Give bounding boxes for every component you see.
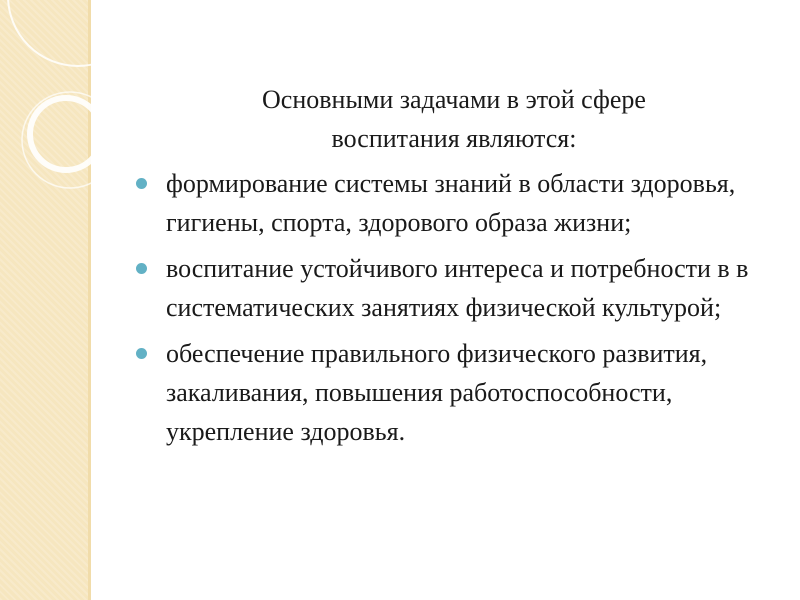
bullet-dot-icon (136, 178, 147, 189)
list-item-text: формирование системы знаний в области здоровья, гигиены, спорта, здорового образа жизни; (166, 169, 736, 237)
bullet-list (134, 164, 774, 451)
bullet-dot-icon (136, 348, 147, 359)
decorative-circles-icon (0, 0, 120, 220)
heading-line-1: Основными задачами в этой сфере (262, 85, 646, 114)
list-item (134, 334, 774, 451)
list-item (134, 164, 774, 242)
bullet-dot-icon (136, 263, 147, 274)
slide-heading (134, 80, 774, 158)
slide-content (134, 80, 774, 458)
list-item-text: обеспечение правильного физического развития, закаливания, повышения работоспособности, укрепление здоровья. (166, 339, 708, 446)
list-item (134, 249, 774, 327)
list-item-text: воспитание устойчивого интереса и потребности в в систематических занятиях физической культурой; (166, 254, 749, 322)
heading-line-2: воспитания являются: (331, 124, 577, 153)
